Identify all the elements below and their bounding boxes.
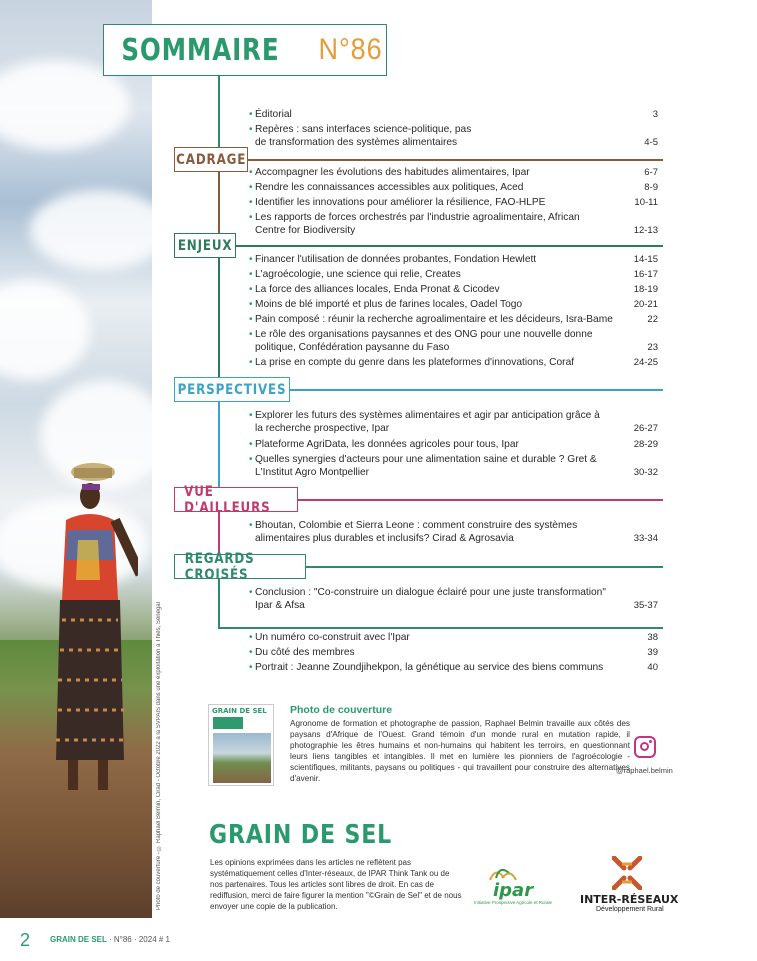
toc-entry[interactable]: • Du côté des membres 39 <box>249 647 658 658</box>
section-enjeux: ENJEUX <box>174 233 236 258</box>
section-perspectives: PERSPECTIVES <box>174 377 290 402</box>
toc-entry[interactable]: • Pain composé : réunir la recherche agroalimentaire et les décideurs, Isra-Bame 22 <box>249 314 658 325</box>
toc-entry[interactable]: • Un numéro co-construit avec l'Ipar 38 <box>249 632 658 643</box>
toc-entry[interactable]: • Financer l'utilisation de données probantes, Fondation Hewlett 14-15 <box>249 254 658 265</box>
cover-description: Agronome de formation et photographe de passion, Raphael Belmin travaille aux côtés des paysans d'Afrique de l'Ouest. Grand témoin d'un monde rural en mutation rapide, il photographie les êtres humains et non-humains qui habitent les terroirs, en questionnant leurs liens tangibles et intangibles. Il met en lumière les pionniers de l'agroécologie - scientifiques, militants, paysans ou politiques - qui travaillent pour construire des alternatives d'avenir. <box>290 719 630 783</box>
inter-reseaux-subtitle: Développement Rural <box>596 906 664 913</box>
cover-photo <box>0 0 152 918</box>
photo-credit: Photo de couverture - © Raphael Belmin, Cirad - Octobre 2022 à la SVPAIS dans une exploitation à Thiès, Sénégal <box>156 602 162 910</box>
toc-entry[interactable]: • Explorer les futurs des systèmes alimentaires et agir par anticipation grâce à la recherche prospective, Ipar 26-27 <box>249 410 658 434</box>
ipar-wordmark: ipar <box>493 880 534 901</box>
toc-entry[interactable]: • La prise en compte du genre dans les plateformes d'innovations, Coraf 24-25 <box>249 357 658 368</box>
grain-de-sel-logo: GRAIN DE SEL <box>209 820 393 850</box>
toc-entry[interactable]: • Identifier les innovations pour améliorer la résilience, FAO-HLPE 10-11 <box>249 197 658 208</box>
title-number: N°86 <box>318 33 383 66</box>
ipar-subtitle: Initiative Prospective Agricole et Rurale <box>474 900 553 905</box>
inter-reseaux-name: INTER-RÉSEAUX <box>580 893 679 906</box>
divider-line <box>218 512 220 555</box>
page-number: 2 <box>20 930 31 950</box>
cover-heading: Photo de couverture <box>290 704 393 716</box>
instagram-handle[interactable]: @raphael.belmin <box>616 766 673 775</box>
divider-line <box>218 172 220 234</box>
cover-mini-title: GRAIN DE SEL <box>212 707 267 715</box>
page-title <box>103 24 387 76</box>
toc-entry[interactable]: • Repères : sans interfaces science-politique, pas de transformation des systèmes alimentaires 4-5 <box>249 124 658 148</box>
section-regards-croises: REGARDS CROISÉS <box>174 554 306 579</box>
toc-entry[interactable]: • Accompagner les évolutions des habitudes alimentaires, Ipar 6-7 <box>249 167 658 178</box>
divider-line <box>218 76 220 148</box>
instagram-icon[interactable] <box>634 736 656 758</box>
title-main: SOMMAIRE <box>121 32 280 68</box>
toc-entry[interactable]: • L'agroécologie, une science qui relie, Creates 16-17 <box>249 269 658 280</box>
woman-figure <box>38 460 138 810</box>
divider-line <box>218 579 220 627</box>
toc-entry[interactable]: • La force des alliances locales, Enda Pronat & Cicodev 18-19 <box>249 284 658 295</box>
toc-entry[interactable]: • Plateforme AgriData, les données agricoles pour tous, Ipar 28-29 <box>249 439 658 450</box>
toc-entry[interactable]: • Le rôle des organisations paysannes et des ONG pour une nouvelle donne politique, Confédération paysanne du Faso 23 <box>249 329 658 353</box>
divider-line <box>218 402 220 488</box>
section-cadrage: CADRAGE <box>174 147 248 172</box>
toc-entry[interactable]: • Les rapports de forces orchestrés par l'industrie agroalimentaire, African Centre for Biodiversity 12-13 <box>249 212 658 236</box>
inter-reseaux-logo <box>612 856 642 890</box>
footer-publication: GRAIN DE SEL · N°86 · 2024 # 1 <box>50 935 170 944</box>
toc-entry[interactable]: • Éditorial 3 <box>249 109 658 120</box>
section-vue-ailleurs: VUE D'AILLEURS <box>174 487 298 512</box>
toc-entry[interactable]: • Quelles synergies d'acteurs pour une alimentation saine et durable ? Gret & L'Institut Agro Montpellier 30-32 <box>249 454 658 478</box>
divider-line <box>218 258 220 378</box>
toc-entry[interactable]: • Portrait : Jeanne Zoundjihekpon, la génétique au service des biens communs 40 <box>249 662 658 673</box>
toc-entry[interactable]: • Conclusion : "Co-construire un dialogue éclairé pour une juste transformation" Ipar & Afsa 35-37 <box>249 587 658 611</box>
disclaimer-text: Les opinions exprimées dans les articles ne reflètent pas systématiquement celles d'Inter-réseaux, de IPAR Think Tank ou de nos partenaires. Tous les articles sont libres de droit. En cas de rediffusion, merci de faire figurer la mention "©Grain de Sel" et de nous envoyer une copie de la publication. <box>210 858 462 911</box>
toc-entry[interactable]: • Moins de blé importé et plus de farines locales, Oadel Togo 20-21 <box>249 299 658 310</box>
cover-thumbnail <box>208 704 274 786</box>
toc-entry[interactable]: • Bhoutan, Colombie et Sierra Leone : comment construire des systèmes alimentaires plus durables et inclusifs? Cirad & Agrosavia 33-34 <box>249 520 658 544</box>
toc-entry[interactable]: • Rendre les connaissances accessibles aux politiques, Aced 8-9 <box>249 182 658 193</box>
